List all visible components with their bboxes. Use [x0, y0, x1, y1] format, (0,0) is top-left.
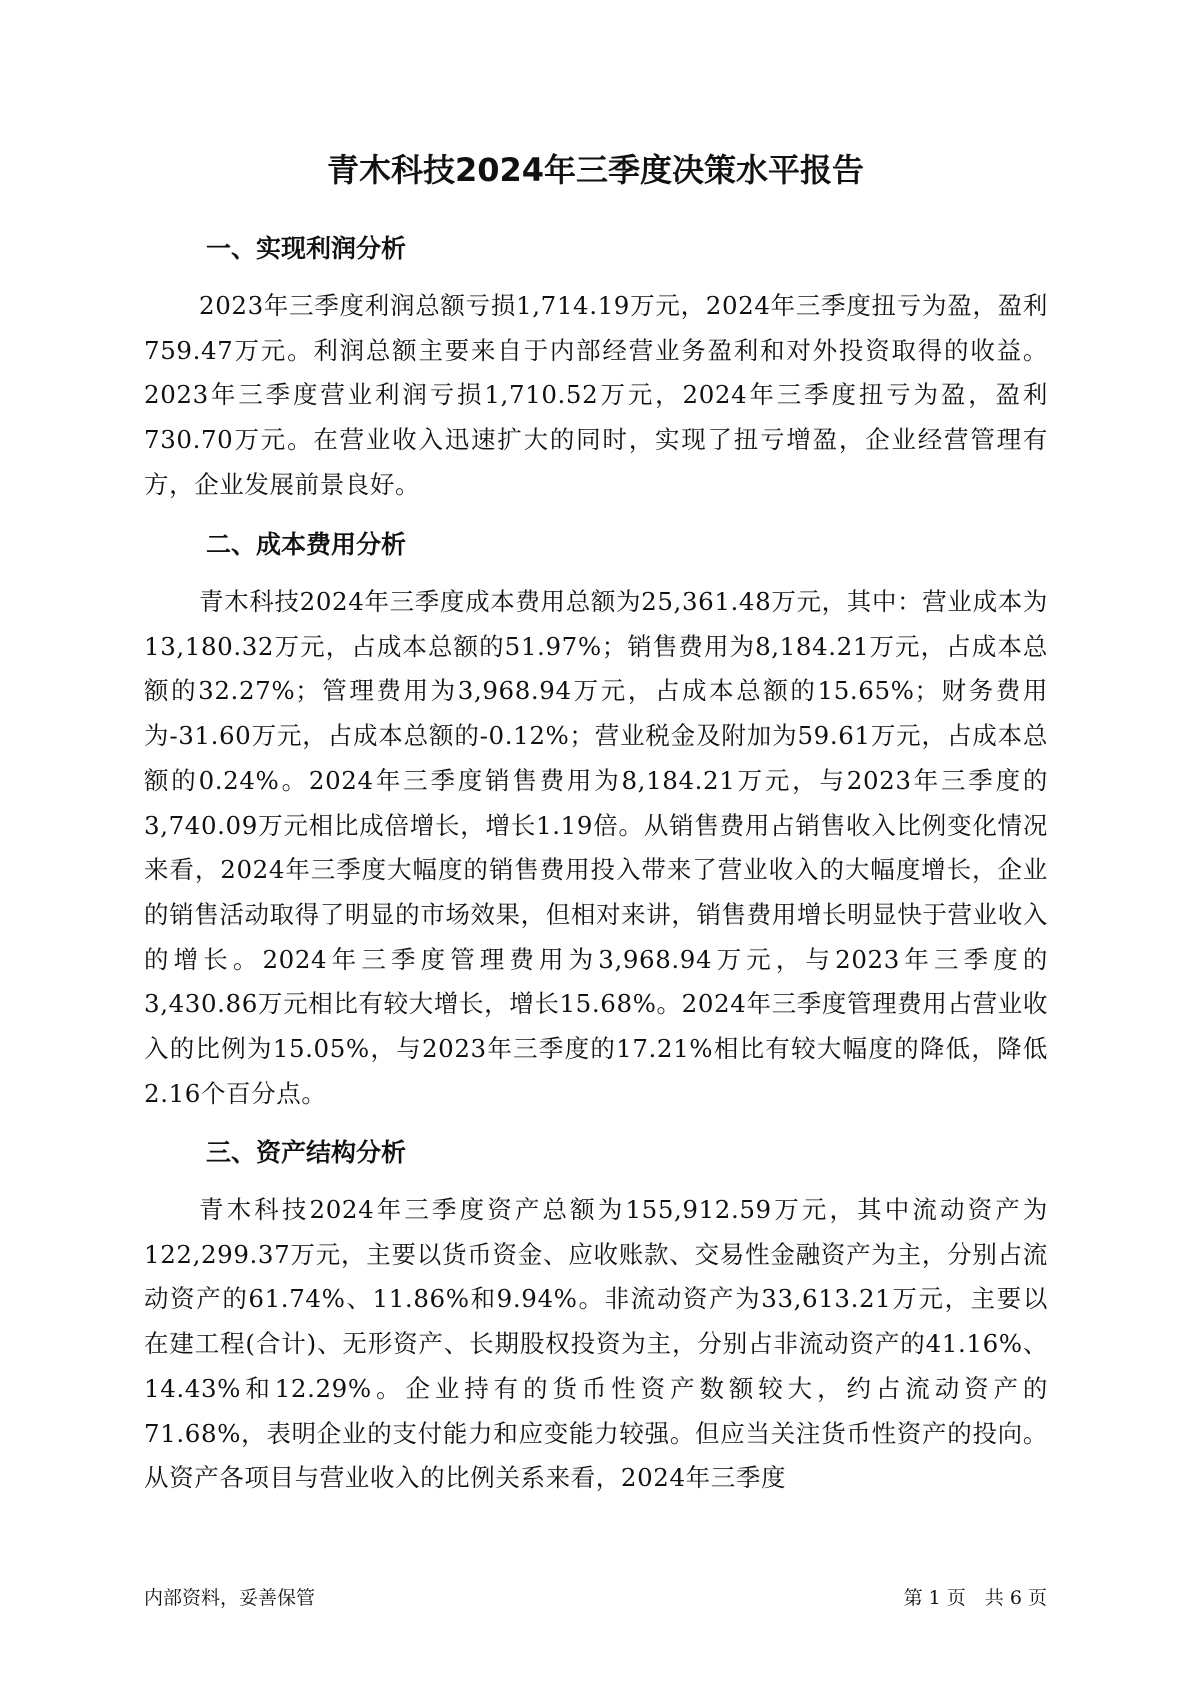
- page-total: 6: [1009, 1587, 1022, 1609]
- section-heading-assets: 三、资产结构分析: [206, 1138, 407, 1167]
- page-label-mid: 页 共: [946, 1587, 1004, 1609]
- footer-confidential-note: 内部资料，妥善保管: [144, 1587, 316, 1609]
- page-label-prefix: 第: [903, 1587, 923, 1609]
- section-paragraph-profit: 2023年三季度利润总额亏损1,714.19万元，2024年三季度扭亏为盈，盈利759.47万元。利润总额主要来自于内部经营业务盈利和对外投资取得的收益。2023年三季度营业利润亏损1,710.52万元，2024年三季度扭亏为盈，盈利730.70万元。在营业收入迅速扩大的同时，实现了扭亏增盈，企业经营管理有方，企业发展前景良好。: [144, 291, 1048, 499]
- section-paragraph-assets: 青木科技2024年三季度资产总额为155,912.59万元，其中流动资产为122,299.37万元，主要以货币资金、应收账款、交易性金融资产为主，分别占流动资产的61.74%、11.86%和9.94%。非流动资产为33,613.21万元，主要以在建工程(合计)、无形资产、长期股权投资为主，分别占非流动资产的41.16%、14.43%和12.29%。企业持有的货币性资产数额较大，约占流动资产的71.68%，表明企业的支付能力和应变能力较强。但应当关注货币性资产的投向。从资产各项目与营业收入的比例关系来看，2024年三季度: [144, 1195, 1048, 1493]
- section-paragraph-cost: 青木科技2024年三季度成本费用总额为25,361.48万元，其中：营业成本为13,180.32万元，占成本总额的51.97%；销售费用为8,184.21万元，占成本总额的32.27%；管理费用为3,968.94万元，占成本总额的15.65%；财务费用为-31.60万元，占成本总额的-0.12%；营业税金及附加为59.61万元，占成本总额的0.24%。2024年三季度销售费用为8,184.21万元，与2023年三季度的3,740.09万元相比成倍增长，增长1.19倍。从销售费用占销售收入比例变化情况来看，2024年三季度大幅度的销售费用投入带来了营业收入的大幅度增长，企业的销售活动取得了明显的市场效果，但相对来讲，销售费用增长明显快于营业收入的增长。2024年三季度管理费用为3,968.94万元，与2023年三季度的3,430.86万元相比有较大增长，增长15.68%。2024年三季度管理费用占营业收入的比例为15.05%，与2023年三季度的17.21%相比有较大幅度的降低，降低2.16个百分点。: [144, 587, 1048, 1108]
- page-label-suffix: 页: [1027, 1587, 1047, 1609]
- section-heading-profit: 一、实现利润分析: [206, 234, 407, 263]
- section-heading-cost: 二、成本费用分析: [206, 530, 407, 559]
- document-title: 青木科技2024年三季度决策水平报告: [326, 151, 865, 189]
- page-current: 1: [928, 1587, 941, 1609]
- footer-page-number: [904, 1584, 1047, 1612]
